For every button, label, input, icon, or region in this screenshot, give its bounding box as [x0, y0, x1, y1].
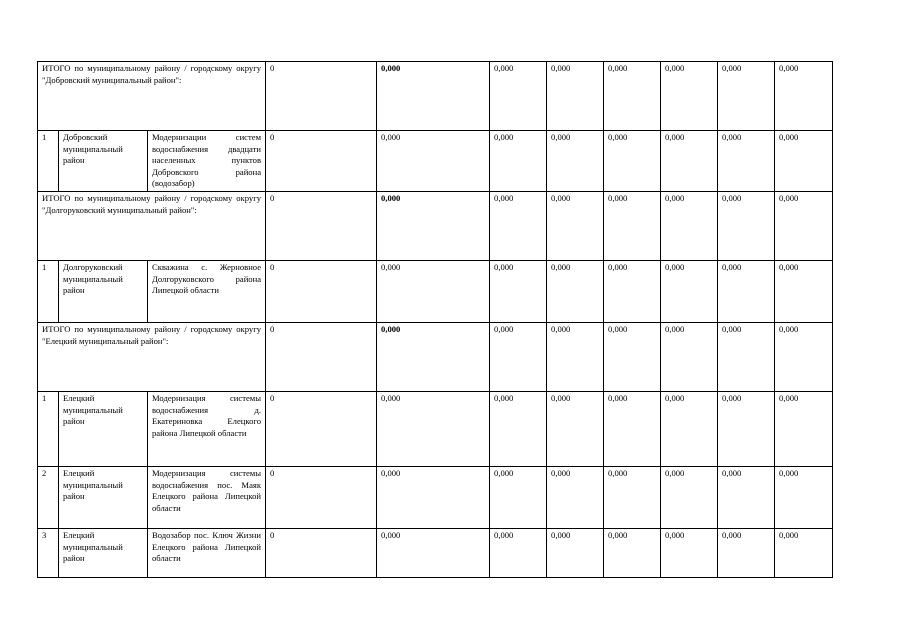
total-label: ИТОГО по муниципальному району / городскому округу "Елецкий муниципальный район":: [38, 323, 266, 392]
value-cell: 0,000: [775, 323, 833, 392]
total-second-value: 0,000: [377, 192, 490, 261]
item-row: [38, 392, 833, 467]
item-first-value: 0: [266, 467, 377, 529]
item-first-value: 0: [266, 261, 377, 323]
value-cell: 0,000: [604, 192, 661, 261]
value-cell: 0,000: [718, 392, 775, 467]
item-district: Долгоруковский муниципальный район: [59, 261, 148, 323]
value-cell: 0,000: [604, 392, 661, 467]
value-cell: 0,000: [775, 192, 833, 261]
item-number: 1: [38, 392, 59, 467]
total-row-dobrovsky: [38, 62, 833, 131]
total-first-value: 0: [266, 192, 377, 261]
value-cell: 0,000: [661, 529, 718, 578]
item-number: 1: [38, 131, 59, 192]
value-cell: 0,000: [547, 529, 604, 578]
value-cell: 0,000: [547, 467, 604, 529]
value-cell: 0,000: [604, 467, 661, 529]
value-cell: 0,000: [718, 529, 775, 578]
value-cell: 0,000: [490, 192, 547, 261]
value-cell: 0,000: [490, 261, 547, 323]
item-district: Елецкий муниципальный район: [59, 529, 148, 578]
value-cell: 0,000: [547, 261, 604, 323]
total-label: ИТОГО по муниципальному району / городскому округу "Долгоруковский муниципальный район":: [38, 192, 266, 261]
item-object: Водозабор пос. Ключ Жизни Елецкого района Липецкой области: [148, 529, 266, 578]
value-cell: 0,000: [718, 261, 775, 323]
item-district: Добровский муниципальный район: [59, 131, 148, 192]
item-object: Модернизация системы водоснабжения пос. Маяк Елецкого района Липецкой области: [148, 467, 266, 529]
value-cell: 0,000: [661, 62, 718, 131]
value-cell: 0,000: [661, 392, 718, 467]
value-cell: 0,000: [775, 467, 833, 529]
total-row-eletsky: [38, 323, 833, 392]
item-second-value: 0,000: [377, 467, 490, 529]
value-cell: 0,000: [661, 131, 718, 192]
value-cell: 0,000: [718, 62, 775, 131]
value-cell: 0,000: [490, 323, 547, 392]
investment-table: [37, 61, 833, 578]
value-cell: 0,000: [604, 62, 661, 131]
item-district: Елецкий муниципальный район: [59, 467, 148, 529]
value-cell: 0,000: [604, 261, 661, 323]
value-cell: 0,000: [718, 467, 775, 529]
item-row: [38, 467, 833, 529]
value-cell: 0,000: [490, 467, 547, 529]
value-cell: 0,000: [775, 261, 833, 323]
value-cell: 0,000: [661, 192, 718, 261]
value-cell: 0,000: [490, 392, 547, 467]
total-second-value: 0,000: [377, 323, 490, 392]
item-district: Елецкий муниципальный район: [59, 392, 148, 467]
total-label: ИТОГО по муниципальному району / городскому округу "Добровский муниципальный район":: [38, 62, 266, 131]
item-object: Модернизация системы водоснабжения д. Екатериновка Елецкого района Липецкой области: [148, 392, 266, 467]
item-number: 3: [38, 529, 59, 578]
value-cell: 0,000: [547, 392, 604, 467]
item-row: [38, 131, 833, 192]
value-cell: 0,000: [547, 62, 604, 131]
value-cell: 0,000: [718, 323, 775, 392]
item-second-value: 0,000: [377, 529, 490, 578]
item-first-value: 0: [266, 131, 377, 192]
item-number: 2: [38, 467, 59, 529]
value-cell: 0,000: [490, 131, 547, 192]
value-cell: 0,000: [490, 529, 547, 578]
value-cell: 0,000: [775, 131, 833, 192]
value-cell: 0,000: [661, 467, 718, 529]
total-first-value: 0: [266, 62, 377, 131]
value-cell: 0,000: [775, 392, 833, 467]
value-cell: 0,000: [718, 131, 775, 192]
total-second-value: 0,000: [377, 62, 490, 131]
value-cell: 0,000: [547, 192, 604, 261]
item-first-value: 0: [266, 392, 377, 467]
value-cell: 0,000: [775, 529, 833, 578]
value-cell: 0,000: [490, 62, 547, 131]
total-row-dolgorukovsky: [38, 192, 833, 261]
total-first-value: 0: [266, 323, 377, 392]
item-second-value: 0,000: [377, 131, 490, 192]
item-row: [38, 261, 833, 323]
item-second-value: 0,000: [377, 392, 490, 467]
item-number: 1: [38, 261, 59, 323]
item-first-value: 0: [266, 529, 377, 578]
item-row: [38, 529, 833, 578]
value-cell: 0,000: [604, 131, 661, 192]
item-second-value: 0,000: [377, 261, 490, 323]
value-cell: 0,000: [661, 323, 718, 392]
item-object: Модернизации систем водоснабжения двадцати населенных пунктов Добровского района (водозабор): [148, 131, 266, 192]
item-object: Скважина с. Жерновное Долгоруковского района Липецкой области: [148, 261, 266, 323]
value-cell: 0,000: [547, 131, 604, 192]
value-cell: 0,000: [718, 192, 775, 261]
value-cell: 0,000: [547, 323, 604, 392]
value-cell: 0,000: [775, 62, 833, 131]
value-cell: 0,000: [604, 323, 661, 392]
value-cell: 0,000: [604, 529, 661, 578]
value-cell: 0,000: [661, 261, 718, 323]
